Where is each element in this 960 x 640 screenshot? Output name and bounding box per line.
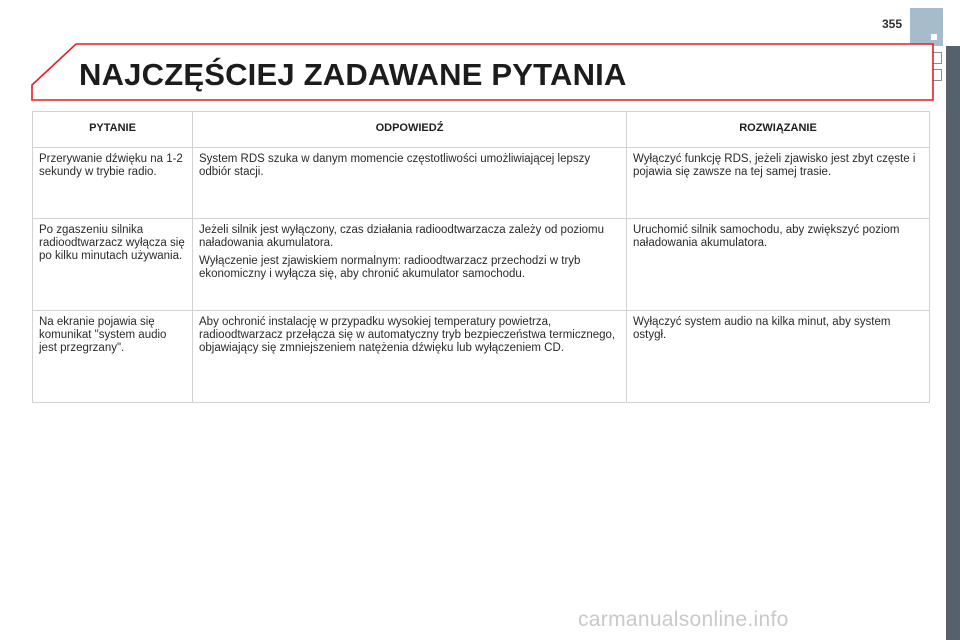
table-row — [33, 148, 930, 219]
answer-cell — [193, 311, 627, 403]
question-cell: Na ekranie pojawia się komunikat "system audio jest przegrzany". — [33, 311, 193, 403]
column-header-solution: ROZWIĄZANIE — [627, 112, 930, 148]
answer-paragraph: Wyłączenie jest zjawiskiem normalnym: radioodtwarzacz przechodzi w tryb ekonomiczny i wyłącza się, aby chronić akumulator samochodu. — [199, 255, 581, 280]
table-row — [33, 311, 930, 403]
page-number: 355 — [881, 17, 902, 31]
title-banner — [30, 40, 935, 102]
faq-table — [32, 111, 930, 403]
answer-cell — [193, 219, 627, 311]
answer-paragraph: Jeżeli silnik jest wyłączony, czas działania radioodtwarzacza zależy od poziomu naładowania akumulatora. — [199, 224, 605, 249]
column-header-answer: ODPOWIEDŹ — [193, 112, 627, 148]
answer-paragraph: System RDS szuka w danym momencie częstotliwości umożliwiającej lepszy odbiór stacji. — [199, 153, 591, 178]
table-header-row — [33, 112, 930, 148]
answer-cell — [193, 148, 627, 219]
question-cell: Po zgaszeniu silnika radioodtwarzacz wyłącza się po kilku minutach używania. — [33, 219, 193, 311]
question-cell: Przerywanie dźwięku na 1-2 sekundy w trybie radio. — [33, 148, 193, 219]
column-header-question: PYTANIE — [33, 112, 193, 148]
side-bar — [946, 46, 960, 640]
watermark: carmanualsonline.info — [578, 608, 789, 631]
solution-cell: Wyłączyć system audio na kilka minut, aby system ostygł. — [627, 311, 930, 403]
solution-cell: Wyłączyć funkcję RDS, jeżeli zjawisko jest zbyt częste i pojawia się zawsze na tej samej trasie. — [627, 148, 930, 219]
solution-cell: Uruchomić silnik samochodu, aby zwiększyć poziom naładowania akumulatora. — [627, 219, 930, 311]
answer-paragraph: Aby ochronić instalację w przypadku wysokiej temperatury powietrza, radioodtwarzacz przełącza się w automatyczny tryb bezpieczeństwa termicznego, objawiający się zmniejszeniem natężenia dźwięku lub wyłączeniem CD. — [199, 316, 616, 354]
page-title: NAJCZĘŚCIEJ ZADAWANE PYTANIA — [79, 57, 627, 92]
table-row — [33, 219, 930, 311]
